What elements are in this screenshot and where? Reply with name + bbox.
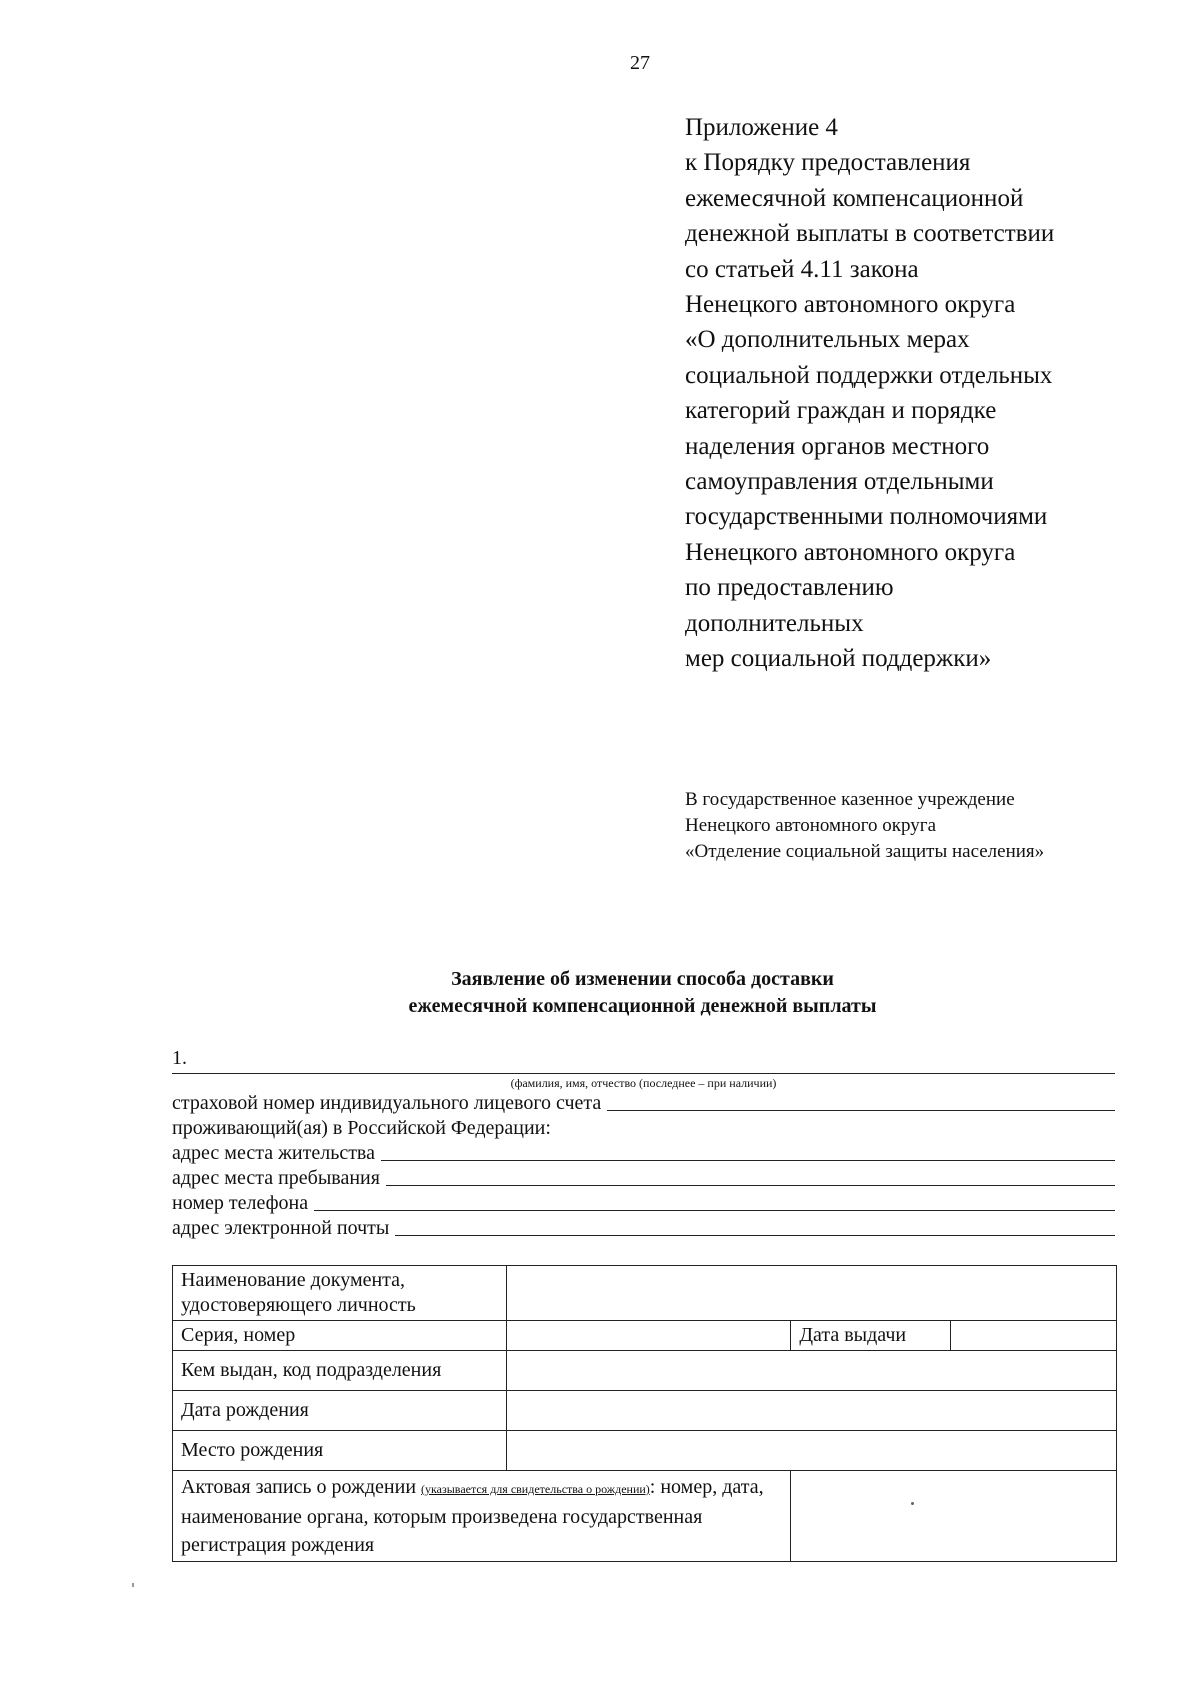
birth-date-label: Дата рождения (173, 1391, 507, 1431)
appendix-header (685, 110, 1165, 677)
applicant-name-field[interactable] (172, 1047, 1115, 1074)
address-input-line[interactable] (381, 1142, 1115, 1161)
issue-date-label: Дата выдачи (791, 1321, 951, 1351)
birth-place-label: Место рождения (173, 1431, 507, 1471)
appendix-line: Ненецкого автономного округа (685, 291, 1016, 319)
email-input-line[interactable] (395, 1217, 1115, 1236)
birth-record-note: (указывается для свидетельства о рождении) (421, 1482, 650, 1496)
birth-record-cell[interactable] (791, 1471, 1117, 1562)
addressee-line: В государственное казенное учреждение (685, 789, 1015, 810)
birth-record-rest: : номер, дата, наименование органа, которым произведена государственная регистрация рождения (181, 1476, 764, 1556)
appendix-line: наделения органов местного (685, 432, 990, 460)
appendix-line: государственными полномочиями (685, 503, 1048, 531)
appendix-line: ежемесячной компенсационной (685, 184, 1024, 212)
appendix-line: мер социальной поддержки» (685, 645, 992, 673)
birth-record-start: Актовая запись о рождении (181, 1476, 417, 1498)
appendix-line: самоуправления отдельными (685, 468, 994, 496)
appendix-line: к Порядку предоставления (685, 149, 971, 177)
item-number: 1. (172, 1047, 187, 1069)
phone-input-line[interactable] (314, 1192, 1115, 1211)
series-cell[interactable] (506, 1321, 791, 1351)
applicant-fields (172, 1090, 1115, 1240)
appendix-line: социальной поддержки отдельных (685, 361, 1053, 389)
issued-by-label: Кем выдан, код подразделения (173, 1351, 507, 1391)
page-number: 27 (630, 52, 650, 74)
appendix-line: со статьей 4.11 закона (685, 255, 919, 283)
appendix-line: по предоставлению (685, 574, 894, 602)
table-row (173, 1351, 1117, 1391)
address-row (172, 1140, 1115, 1165)
identity-document-table (172, 1265, 1117, 1562)
birth-date-cell[interactable] (506, 1391, 1116, 1431)
appendix-line: дополнительных (685, 609, 864, 637)
table-row (173, 1391, 1117, 1431)
addressee-block (685, 787, 1165, 865)
appendix-line: денежной выплаты в соответствии (685, 220, 1055, 248)
birth-place-cell[interactable] (506, 1431, 1116, 1471)
stay-address-row (172, 1165, 1115, 1190)
snils-input-line[interactable] (607, 1092, 1115, 1111)
stay-address-input-line[interactable] (386, 1167, 1115, 1186)
address-label: адрес места жительства (172, 1142, 375, 1164)
doc-name-cell[interactable] (506, 1266, 1116, 1321)
table-row (173, 1471, 1117, 1562)
table-row (173, 1431, 1117, 1471)
snils-label: страховой номер индивидуального лицевого счета (172, 1092, 602, 1114)
doc-name-label: Наименование документа, удостоверяющего личность (173, 1266, 507, 1321)
email-label: адрес электронной почты (172, 1217, 390, 1239)
table-row (173, 1266, 1117, 1321)
scan-mark (132, 1583, 134, 1587)
appendix-line: Приложение 4 (685, 114, 838, 141)
addressee-line: Ненецкого автономного округа (685, 815, 937, 836)
residence-label: проживающий(ая) в Российской Федерации: (172, 1117, 551, 1139)
name-hint: (фамилия, имя, отчество (последнее – при наличии) (510, 1076, 777, 1090)
document-title (170, 966, 1115, 1020)
issued-by-cell[interactable] (506, 1351, 1116, 1391)
phone-row (172, 1190, 1115, 1215)
scan-dot (911, 1502, 914, 1505)
appendix-line: категорий граждан и порядке (685, 397, 997, 425)
appendix-line: «О дополнительных мерах (685, 326, 970, 354)
title-line: ежемесячной компенсационной денежной выплаты (408, 995, 877, 1017)
stay-address-label: адрес места пребывания (172, 1167, 380, 1189)
addressee-line: «Отделение социальной защиты населения» (685, 841, 1045, 862)
series-label: Серия, номер (173, 1321, 507, 1351)
table-row (173, 1321, 1117, 1351)
phone-label: номер телефона (172, 1192, 309, 1214)
issue-date-cell[interactable] (951, 1321, 1117, 1351)
appendix-line: Ненецкого автономного округа (685, 538, 1016, 566)
email-row (172, 1215, 1115, 1240)
residence-row (172, 1115, 1115, 1140)
snils-row (172, 1090, 1115, 1115)
title-line: Заявление об изменении способа доставки (451, 968, 834, 990)
birth-record-label (173, 1471, 791, 1562)
